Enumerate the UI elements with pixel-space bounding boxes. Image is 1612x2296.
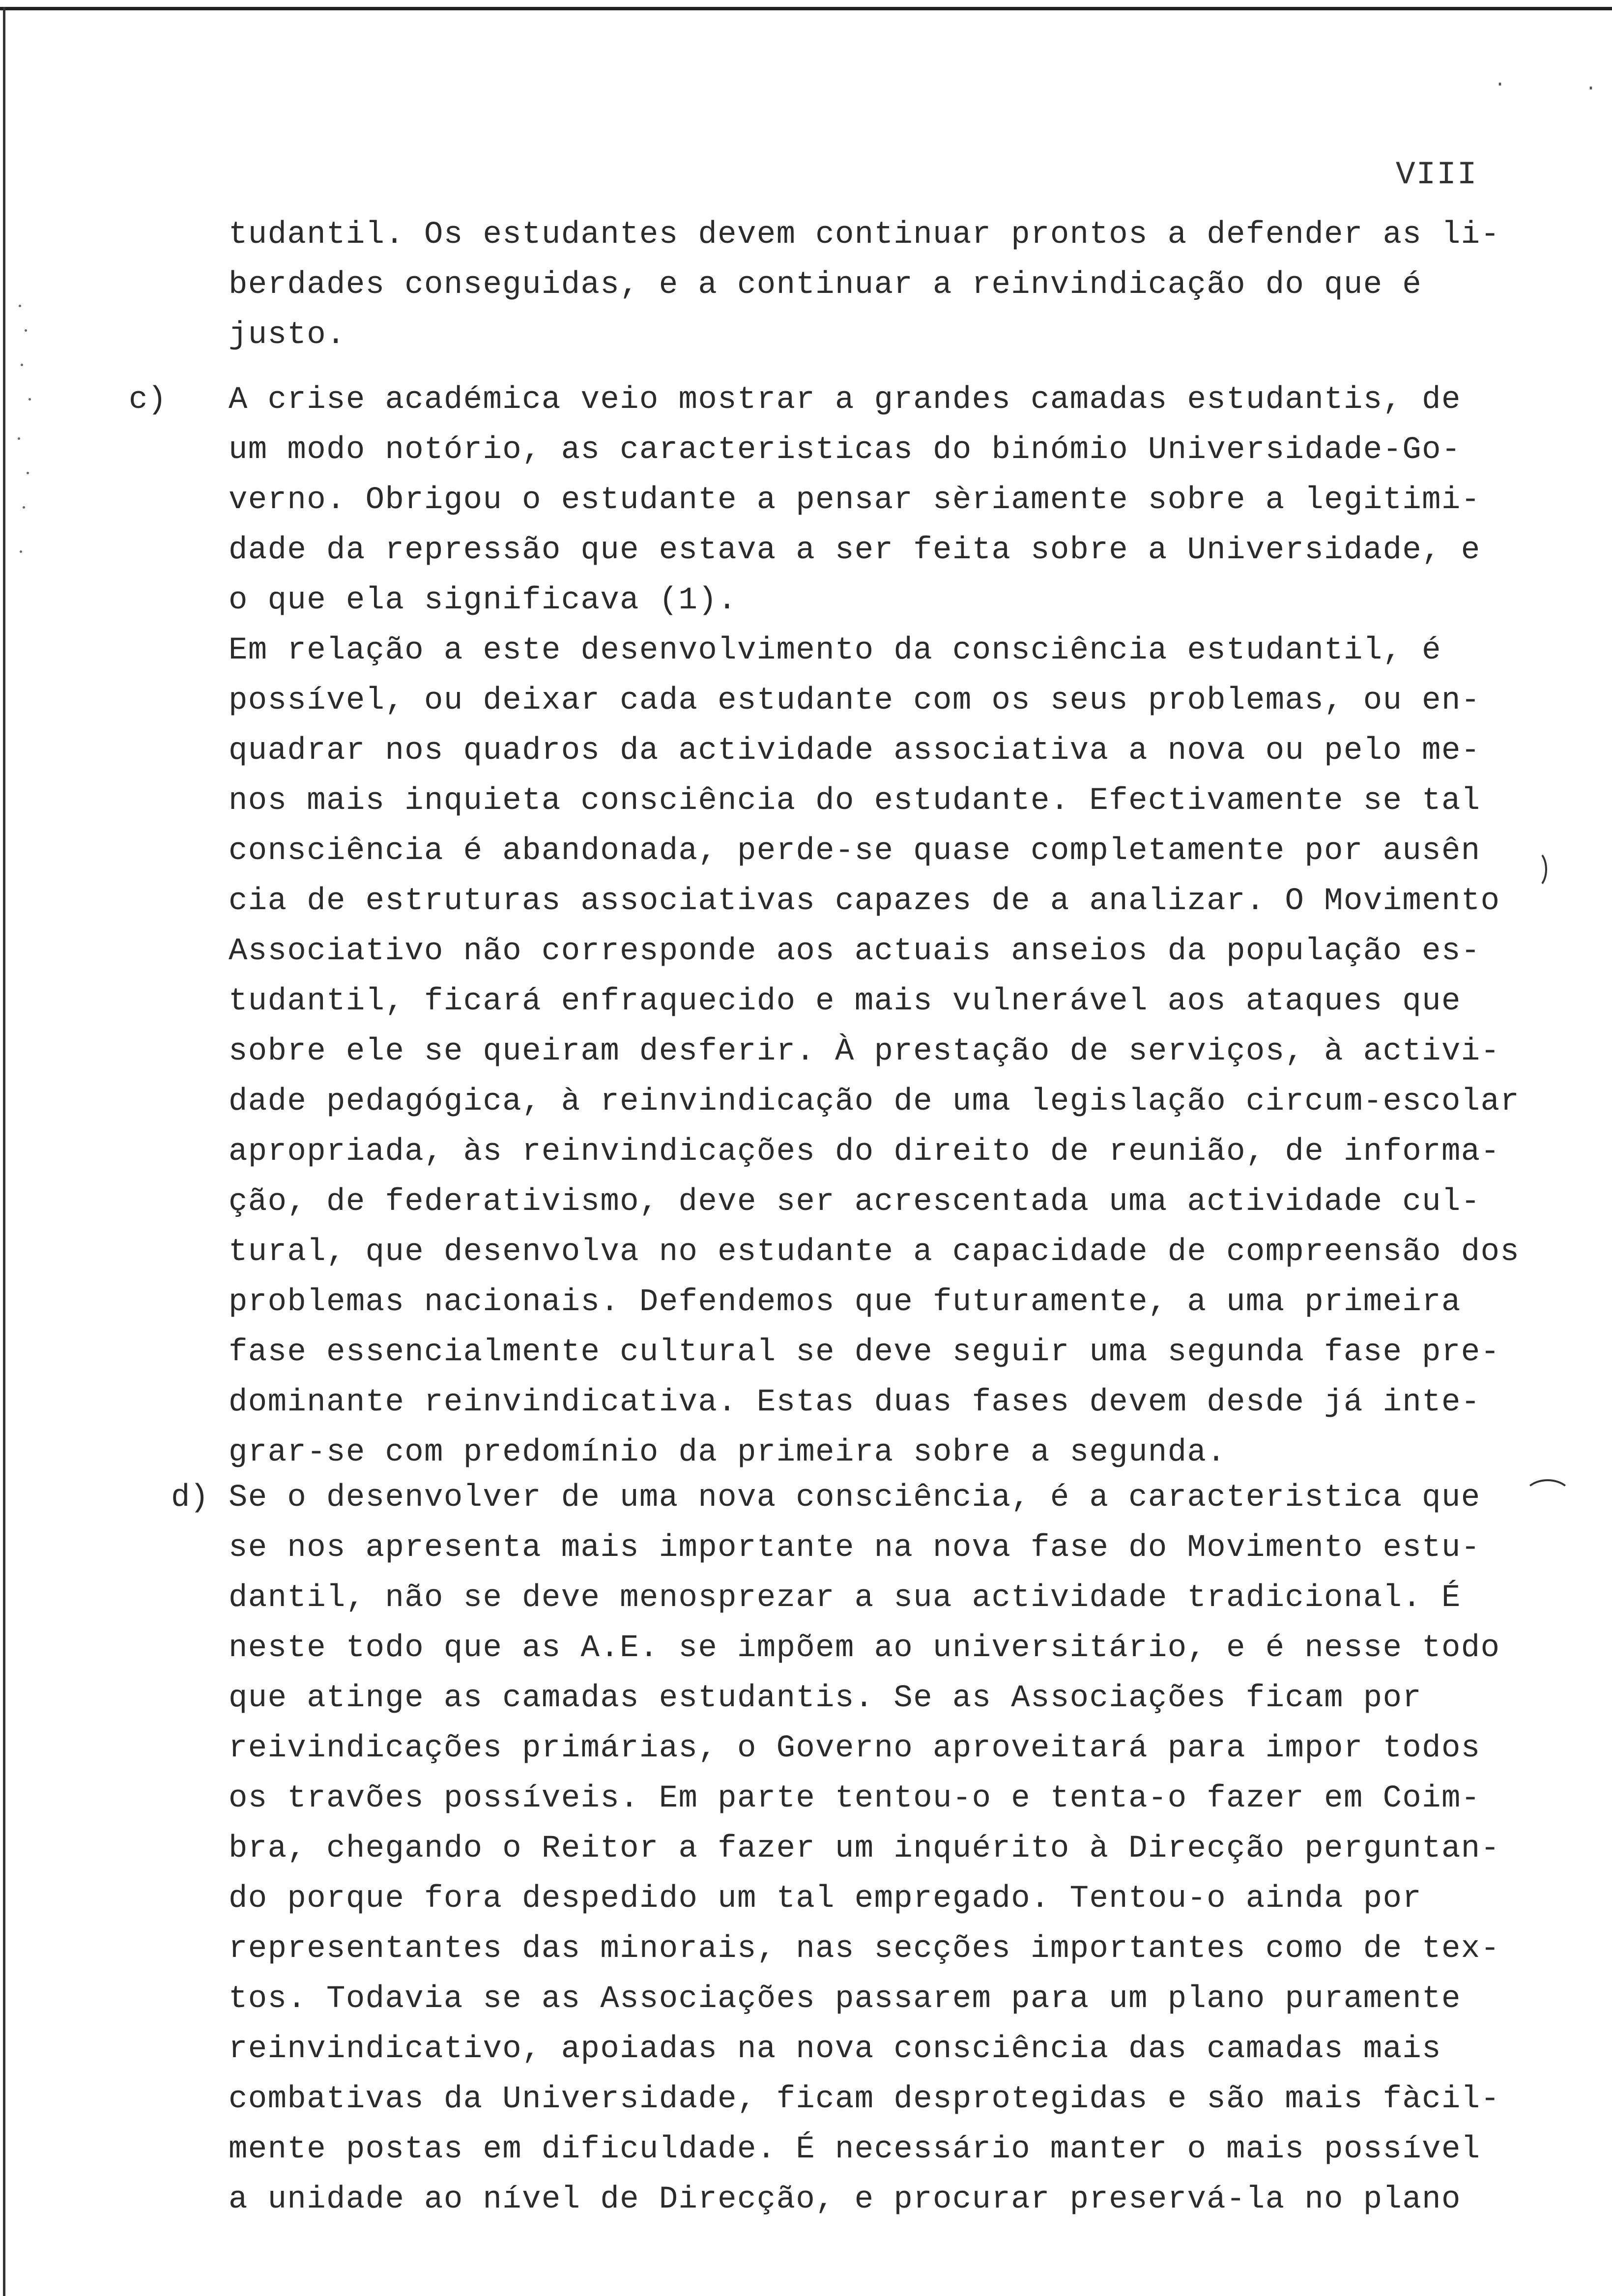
text-line: problemas nacionais. Defendemos que futuramente, a uma primeira: [229, 1285, 1461, 1320]
text-line: Em relação a este desenvolvimento da consciência estudantil, é: [229, 633, 1441, 668]
text-line: Se o desenvolver de uma nova consciência, é a caracteristica que: [229, 1480, 1481, 1516]
text-line: tural, que desenvolva no estudante a capacidade de compreensão dos: [229, 1234, 1520, 1270]
text-line: tos. Todavia se as Associações passarem para um plano puramente: [229, 1981, 1461, 2017]
scan-speck-top-right: ·: [1494, 74, 1506, 96]
text-line: apropriada, às reinvindicações do direito de reunião, de informa-: [229, 1134, 1500, 1170]
text-line: mente postas em dificuldade. É necessário manter o mais possível: [229, 2132, 1481, 2167]
text-line: combativas da Universidade, ficam desprotegidas e são mais fàcil-: [229, 2082, 1500, 2117]
margin-pencil-arc: [1524, 850, 1547, 889]
text-line: representantes das minorais, nas secções importantes como de tex-: [229, 1931, 1500, 1967]
text-line: cia de estruturas associativas capazes de a analizar. O Movimento: [229, 884, 1500, 919]
text-line: grar-se com predomínio da primeira sobre a segunda.: [229, 1435, 1227, 1470]
page-number: VIII: [1396, 156, 1478, 193]
text-line: nos mais inquieta consciência do estudante. Efectivamente se tal: [229, 783, 1481, 819]
text-line: sobre ele se queiram desferir. À prestação de serviços, à activi-: [229, 1034, 1500, 1069]
item-marker-c: c): [129, 382, 167, 418]
text-line: neste todo que as A.E. se impõem ao universitário, e é nesse todo: [229, 1631, 1500, 1666]
text-line: reinvindicativo, apoiadas na nova consciência das camadas mais: [229, 2032, 1441, 2067]
text-line: do porque fora despedido um tal empregado. Tentou-o ainda por: [229, 1881, 1422, 1917]
text-line: dominante reinvindicativa. Estas duas fases devem desde já inte-: [229, 1385, 1481, 1420]
text-line: que atinge as camadas estudantis. Se as Associações ficam por: [229, 1681, 1422, 1716]
text-line: fase essencialmente cultural se deve seguir uma segunda fase pre-: [229, 1335, 1500, 1370]
item-marker-d: d): [171, 1480, 209, 1516]
text-line: A crise académica veio mostrar a grandes camadas estudantis, de: [229, 382, 1461, 418]
text-line: um modo notório, as caracteristicas do binómio Universidade-Go-: [229, 432, 1461, 468]
text-line: o que ela significava (1).: [229, 583, 737, 618]
text-line: tudantil. Os estudantes devem continuar prontos a defender as li-: [229, 217, 1500, 253]
text-line: tudantil, ficará enfraquecido e mais vulnerável aos ataques que: [229, 984, 1461, 1019]
scan-speck-top-right-2: ·: [1585, 78, 1597, 100]
text-line: se nos apresenta mais importante na nova fase do Movimento estu-: [229, 1530, 1481, 1566]
margin-pencil-arc-2: [1524, 1479, 1572, 1513]
text-line: reivindicações primárias, o Governo aproveitará para impor todos: [229, 1731, 1481, 1766]
text-line: dade da repressão que estava a ser feita sobre a Universidade, e: [229, 533, 1481, 568]
text-line: Associativo não corresponde aos actuais anseios da população es-: [229, 934, 1481, 969]
text-line: verno. Obrigou o estudante a pensar sèriamente sobre a legitimi-: [229, 483, 1481, 518]
text-line: dantil, não se deve menosprezar a sua actividade tradicional. É: [229, 1580, 1461, 1616]
text-line: berdades conseguidas, e a continuar a reinvindicação do que é: [229, 267, 1422, 303]
text-line: possível, ou deixar cada estudante com os seus problemas, ou en-: [229, 683, 1481, 718]
text-line: dade pedagógica, à reinvindicação de uma legislação circum-escolar: [229, 1084, 1520, 1119]
text-line: quadrar nos quadros da actividade associativa a nova ou pelo me-: [229, 733, 1481, 769]
text-line: consciência é abandonada, perde-se quase completamente por ausên: [229, 833, 1481, 869]
text-line: a unidade ao nível de Direcção, e procurar preservá-la no plano: [229, 2182, 1461, 2217]
text-line: justo.: [229, 317, 346, 353]
text-line: bra, chegando o Reitor a fazer um inquérito à Direcção perguntan-: [229, 1831, 1500, 1866]
text-line: os travões possíveis. Em parte tentou-o e tenta-o fazer em Coim-: [229, 1781, 1481, 1816]
text-line: ção, de federativismo, deve ser acrescentada uma actividade cul-: [229, 1184, 1481, 1220]
